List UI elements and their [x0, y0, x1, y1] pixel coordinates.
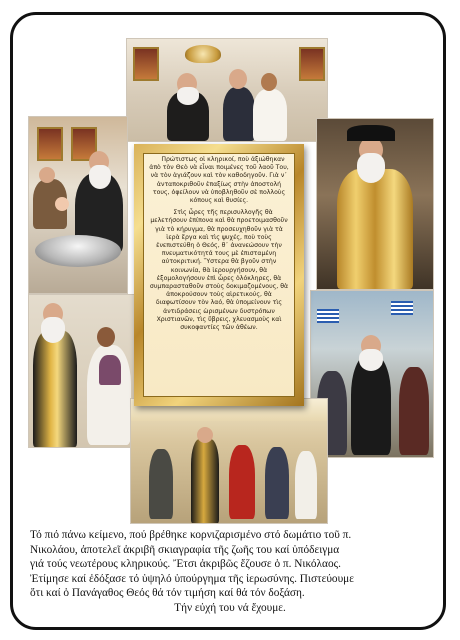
priest-stole	[33, 331, 77, 447]
photo-outdoor-crowd	[310, 290, 434, 458]
caption-line: Ἐτίμησε καί ἐδόξασε τό ὑψηλό ὑπούργημα τῆς ἱερωσύνης. Πιστεύουμε	[30, 572, 354, 585]
priest-beard	[89, 165, 111, 189]
caption-line: Τό πιό πάνω κείμενο, πού βρέθηκε κορνιζαρισμένο στό δωμάτιο τοῦ π.	[30, 529, 352, 541]
photo-priest-vestments	[316, 118, 434, 290]
photo-collage	[28, 32, 432, 524]
greek-flag-shape	[391, 301, 413, 315]
chandelier-shape	[185, 45, 221, 63]
child-figure	[99, 355, 121, 385]
priest-beard	[41, 317, 65, 343]
priest-beard	[177, 87, 199, 105]
woman-head	[97, 327, 115, 347]
baptismal-font	[35, 235, 121, 267]
icon-painting-right	[299, 47, 325, 81]
photo-baptism	[28, 116, 128, 294]
person-figure	[295, 451, 317, 519]
bride-figure	[253, 89, 287, 141]
kalimavkion-hat	[347, 125, 395, 141]
priest-beard	[359, 349, 383, 371]
photo-priest-family	[28, 294, 140, 448]
framed-paragraph-2: Στὶς ὧρες τῆς περισυλλογῆς θὰ μελετήσουν ἐπίπονα καὶ θὰ προετοιμασθοῦν γιὰ τὸ κήρυγμα, θὰ προσευχηθοῦν γιὰ τὰ ἱερὰ ἔργα καὶ τὶς ψυχές, ποὺ τοὺς ἐνεπιστεύθη ὁ Θεός, θ᾿ ἀνανεώσουν τὴν πνευματικότητά τους μὲ ἐπισταμένη αὐτοκριτική. Ὕστερα θὰ βγοῦν στὴν κοινωνία, θὰ ἱερουργήσουν, θὰ ἐξομολογήσουν ἐπὶ ὧρες ὁλόκληρες, θὰ συμπαρασταθοῦν στοὺς δοκιμαζομένους, θὰ ἀποκρούσουν τοὺς αἱρετικούς, θὰ διαφωτίσουν τὸν λαό, θὰ ὑπομείνουν τὶς ἀντιδράσεις ὡρισμένων δυστρόπων Χριστιανῶν, τὶς ὕβρεις, χλευασμοὺς καὶ συκοφαντίες τῶν ἀθέων.	[149, 209, 289, 332]
greek-flag-shape	[317, 309, 339, 323]
priest-beard	[357, 153, 385, 183]
woman-red-figure	[229, 445, 255, 519]
caption-line: Νικολάου, ἀποτελεῖ ἀκριβῆ σκιαγραφία τῆς ζωῆς του καί ὑπόδειγμα	[30, 543, 340, 556]
bride-head	[261, 73, 277, 91]
icon-painting	[37, 127, 63, 161]
woman-figure	[399, 367, 429, 455]
person-figure	[265, 447, 289, 519]
godparent-head	[39, 167, 55, 183]
person-figure	[149, 449, 173, 519]
framed-paragraph-1: Πρώτιστως οἱ κληρικοί, ποὺ ἀξιώθηκαν ἀπὸ τὸν Θεὸ νὰ εἶναι ποιμένες τοῦ λαοῦ Του, νὰ τὸν ἁγιάζουν καὶ τὸν καθοδηγοῦν. Γιὰ ν᾿ ἀνταποκριθοῦν ἐπαξίως στὴν ἀποστολή τους, ὀφείλουν νὰ ὑποβληθοῦν σὲ πολλοὺς κόπους καὶ θυσίες.	[149, 156, 289, 205]
photo-procession	[130, 398, 328, 524]
caption-line: ὅτι καί ὁ Πανάγαθος Θεός θά τόν τιμήση καί θά τόν δοξάση.	[30, 587, 305, 600]
priest-figure	[191, 439, 219, 523]
priest-head	[197, 427, 213, 443]
framed-text-panel	[134, 144, 304, 406]
baby-head	[55, 197, 69, 211]
groom-figure	[223, 87, 255, 141]
caption-line: γιά τούς νεωτέρους κληρικούς. Ἔτσι ἀκριβῶς ἔζουσε ὁ π. Νικόλαος.	[30, 558, 341, 571]
caption-line-closing: Τήν εὐχή του νά ἔχουμε.	[174, 601, 286, 614]
icon-painting-left	[133, 47, 159, 81]
photo-wedding	[126, 38, 328, 142]
groom-head	[229, 69, 247, 89]
gold-vestment	[337, 169, 413, 289]
framed-text-parchment	[143, 153, 295, 397]
caption-text	[30, 528, 430, 616]
